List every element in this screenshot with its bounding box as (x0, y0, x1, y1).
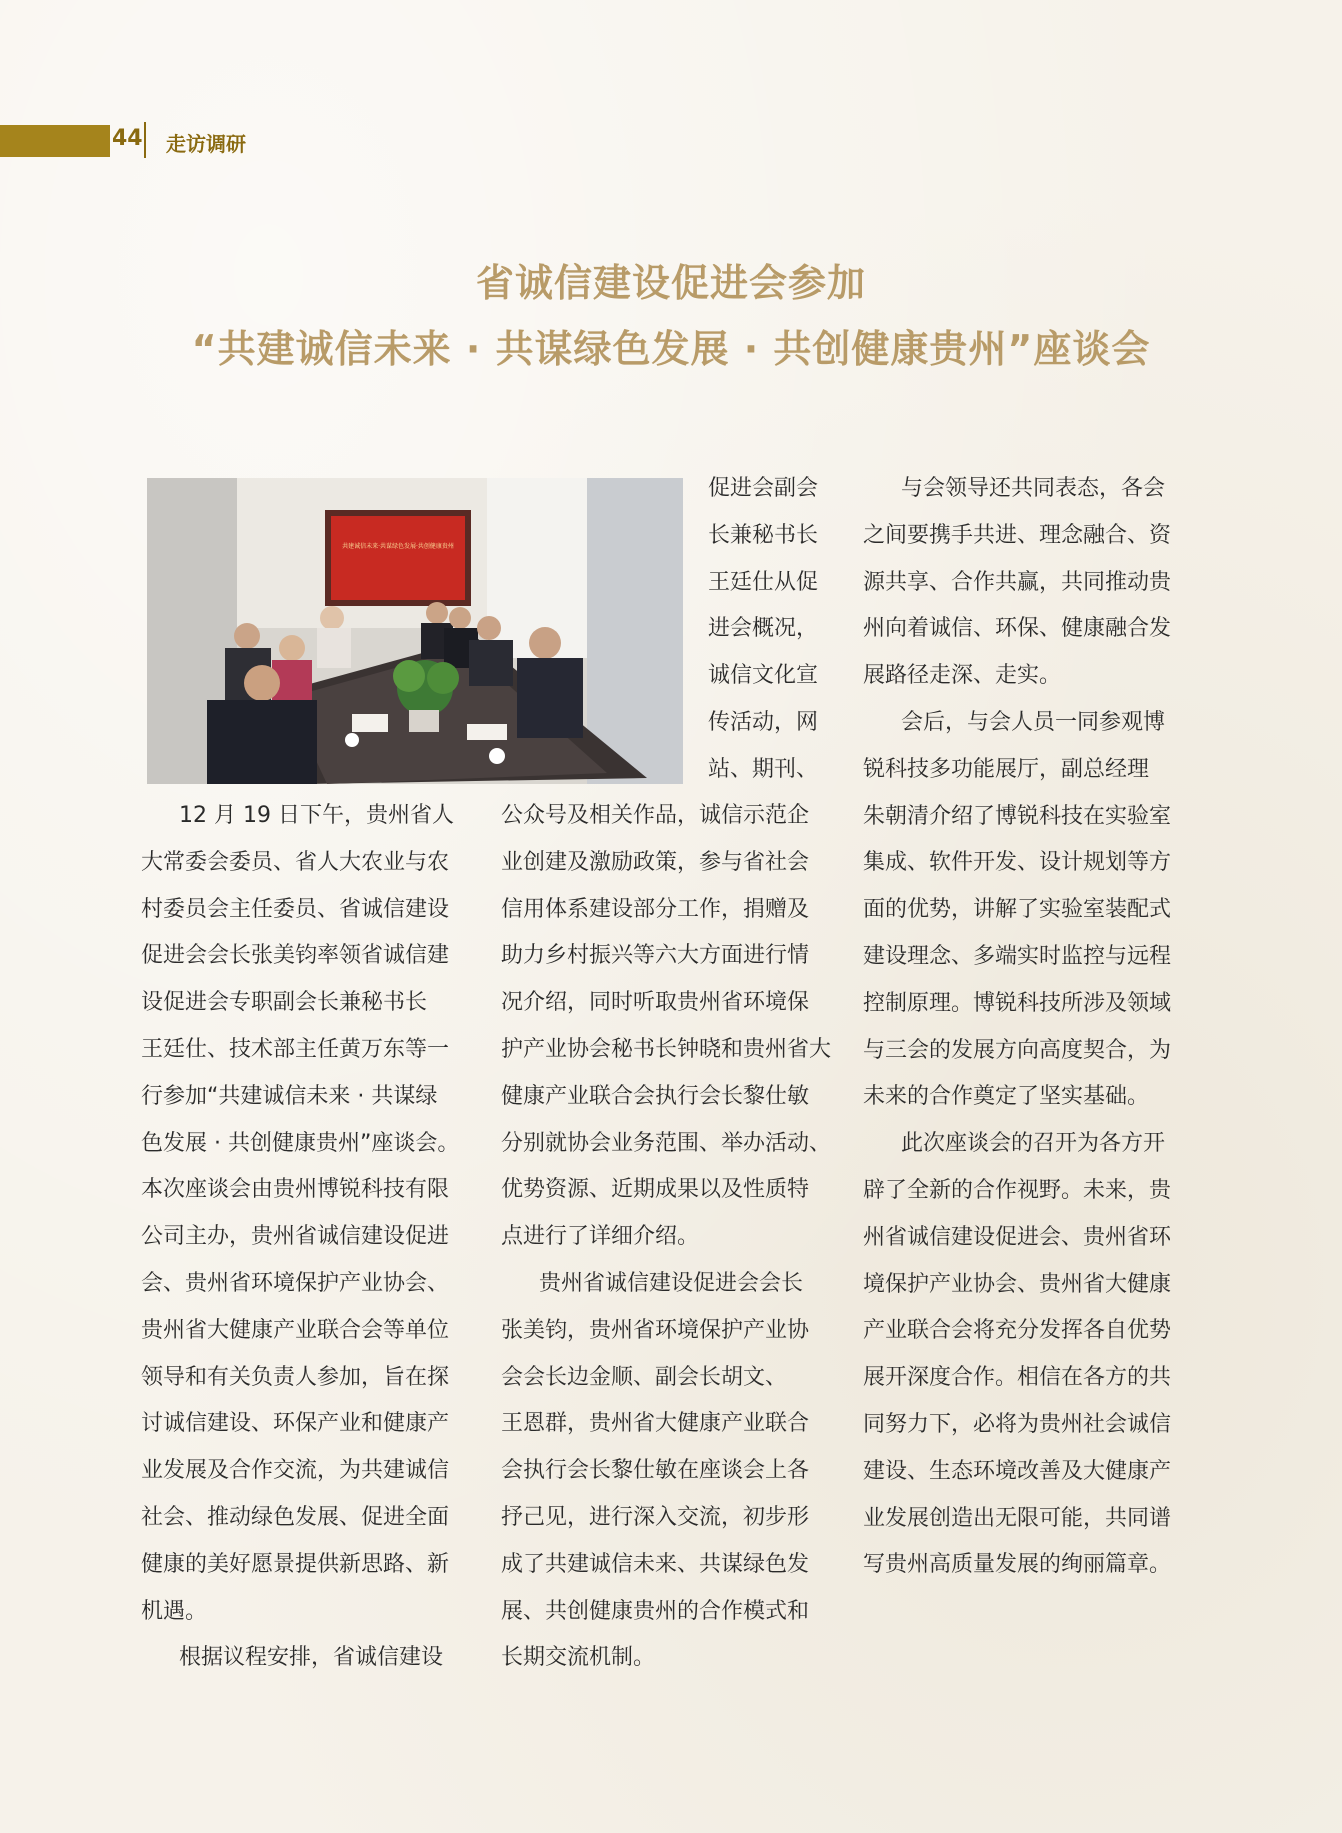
paragraph-line: 传活动，网 (708, 709, 819, 735)
paragraph-line: 未来的合作奠定了坚实基础。 (863, 1084, 1150, 1110)
paragraph-line: 行参加“共建诚信未来 · 共谋绿 (141, 1083, 438, 1109)
paragraph-line: 会、贵州省环境保护产业协会、 (141, 1270, 450, 1296)
paragraph-line: 业发展及合作交流，为共建诚信 (141, 1458, 450, 1484)
paragraph-line: 写贵州高质量发展的绚丽篇章。 (863, 1552, 1172, 1578)
paragraph-line: 诚信文化宣 (708, 663, 819, 689)
paragraph-line: 护产业协会秘书长钟晓和贵州省大 (501, 1036, 832, 1062)
paragraph-line: 村委员会主任委员、省诚信建设 (141, 896, 450, 922)
paragraph-line: 领导和有关负责人参加，旨在探 (141, 1364, 450, 1390)
paragraph-line: 社会、推动绿色发展、促进全面 (141, 1504, 450, 1530)
meeting-photo (147, 478, 683, 784)
paragraph-line: 之间要携手共进、理念融合、资 (863, 522, 1172, 548)
paragraph-line: 会会长边金顺、副会长胡文、 (501, 1364, 788, 1390)
paragraph-line: 长兼秘书长 (708, 522, 819, 548)
paragraph-line: 张美钧，贵州省环境保护产业协 (501, 1317, 810, 1343)
paragraph-line: 促进会副会 (708, 476, 819, 501)
paragraph-line: 州向着诚信、环保、健康融合发 (863, 616, 1172, 642)
paragraph-line: 境保护产业协会、贵州省大健康 (863, 1271, 1172, 1297)
paragraph-line: 展、共创健康贵州的合作模式和 (501, 1598, 810, 1624)
paragraph-line: 分别就协会业务范围、举办活动、 (501, 1130, 832, 1156)
paragraph-line: 面的优势，讲解了实验室装配式 (863, 897, 1172, 923)
paragraph-line: 设促进会专职副会长兼秘书长 (141, 990, 428, 1016)
paragraph-line: 本次座谈会由贵州博锐科技有限 (141, 1177, 450, 1203)
paragraph-line: 辟了全新的合作视野。未来，贵 (863, 1177, 1172, 1203)
paragraph-line: 与会领导还共同表态，各会 (901, 476, 1166, 501)
article-title-line2: “共建诚信未来 · 共谋绿色发展 · 共创健康贵州”座谈会 (191, 327, 1151, 371)
header-divider (144, 122, 146, 158)
column-2-top (708, 466, 818, 794)
paragraph-line: 公司主办，贵州省诚信建设促进 (141, 1224, 450, 1250)
paragraph-line: 点进行了详细介绍。 (501, 1224, 700, 1250)
paragraph-line: 大常委会委员、省人大农业与农 (141, 849, 450, 875)
paragraph-line: 同努力下，必将为贵州社会诚信 (863, 1411, 1172, 1437)
paragraph-line: 集成、软件开发、设计规划等方 (863, 850, 1172, 876)
paragraph-line: 贵州省大健康产业联合会等单位 (141, 1317, 450, 1343)
column-1 (141, 793, 459, 1682)
paragraph-line: 信用体系建设部分工作，捐赠及 (501, 896, 810, 922)
paragraph-line: 根据议程安排，省诚信建设 (179, 1645, 444, 1671)
paragraph-line: 控制原理。博锐科技所涉及领域 (863, 990, 1172, 1016)
paragraph-line: 建设理念、多端实时监控与远程 (863, 943, 1172, 969)
paragraph-line: 促进会会长张美钧率领省诚信建 (141, 943, 450, 969)
paragraph-line: 展开深度合作。相信在各方的共 (863, 1365, 1172, 1391)
paragraph-line: 业发展创造出无限可能，共同谱 (863, 1505, 1172, 1531)
article-title-line1: 省诚信建设促进会参加 (475, 261, 866, 305)
paragraph-line: 成了共建诚信未来、共谋绿色发 (501, 1551, 810, 1577)
paragraph-line: 况介绍，同时听取贵州省环境保 (501, 990, 810, 1016)
paragraph-line: 抒己见，进行深入交流，初步形 (501, 1504, 810, 1530)
paragraph-line: 业创建及激励政策，参与省社会 (501, 849, 810, 875)
paragraph-line: 锐科技多功能展厅，副总经理 (863, 756, 1150, 782)
section-title: 走访调研 (166, 132, 246, 156)
paragraph-line: 州省诚信建设促进会、贵州省环 (863, 1224, 1172, 1250)
column-3 (863, 466, 1171, 1589)
paragraph-line: 优势资源、近期成果以及性质特 (501, 1177, 810, 1203)
paragraph-line: 长期交流机制。 (501, 1645, 656, 1671)
paragraph-line: 贵州省诚信建设促进会会长 (539, 1270, 804, 1296)
paragraph-line: 会后，与会人员一同参观博 (901, 709, 1166, 735)
paragraph-line: 讨诚信建设、环保产业和健康产 (141, 1411, 450, 1437)
paragraph-line: 会执行会长黎仕敏在座谈会上各 (501, 1458, 810, 1484)
paragraph-line: 色发展 · 共创健康贵州”座谈会。 (141, 1130, 460, 1156)
paragraph-line: 助力乡村振兴等六大方面进行情 (501, 943, 810, 969)
paragraph-line: 朱朝清介绍了博锐科技在实验室 (863, 803, 1172, 829)
paragraph-line: 王恩群，贵州省大健康产业联合 (501, 1411, 810, 1437)
screen-banner-text: 共建诚信未来·共谋绿色发展·共创健康贵州 (342, 543, 454, 550)
paragraph-line: 健康产业联合会执行会长黎仕敏 (501, 1083, 810, 1109)
paragraph-line: 站、期刊、 (708, 756, 819, 782)
column-2 (501, 793, 831, 1682)
paragraph-line: 进会概况， (708, 616, 819, 642)
paragraph-line: 建设、生态环境改善及大健康产 (863, 1458, 1172, 1484)
paragraph-line: 源共享、合作共赢，共同推动贵 (863, 569, 1172, 595)
paragraph-line: 王廷仕从促 (708, 569, 819, 595)
paragraph-line: 展路径走深、走实。 (863, 663, 1062, 689)
paragraph-line: 产业联合会将充分发挥各自优势 (863, 1318, 1172, 1344)
paragraph-line: 健康的美好愿景提供新思路、新 (141, 1551, 450, 1577)
header-accent-bar (0, 125, 110, 157)
paragraph-line: 与三会的发展方向高度契合，为 (863, 1037, 1172, 1063)
paragraph-line: 此次座谈会的召开为各方开 (901, 1131, 1166, 1157)
paragraph-line: 王廷仕、技术部主任黄万东等一 (141, 1036, 450, 1062)
page-number: 44 (112, 126, 143, 151)
paragraph-line: 公众号及相关作品，诚信示范企 (501, 803, 810, 828)
paragraph-line: 12 月 19 日下午，贵州省人 (179, 803, 454, 828)
paragraph-line: 机遇。 (141, 1598, 208, 1624)
